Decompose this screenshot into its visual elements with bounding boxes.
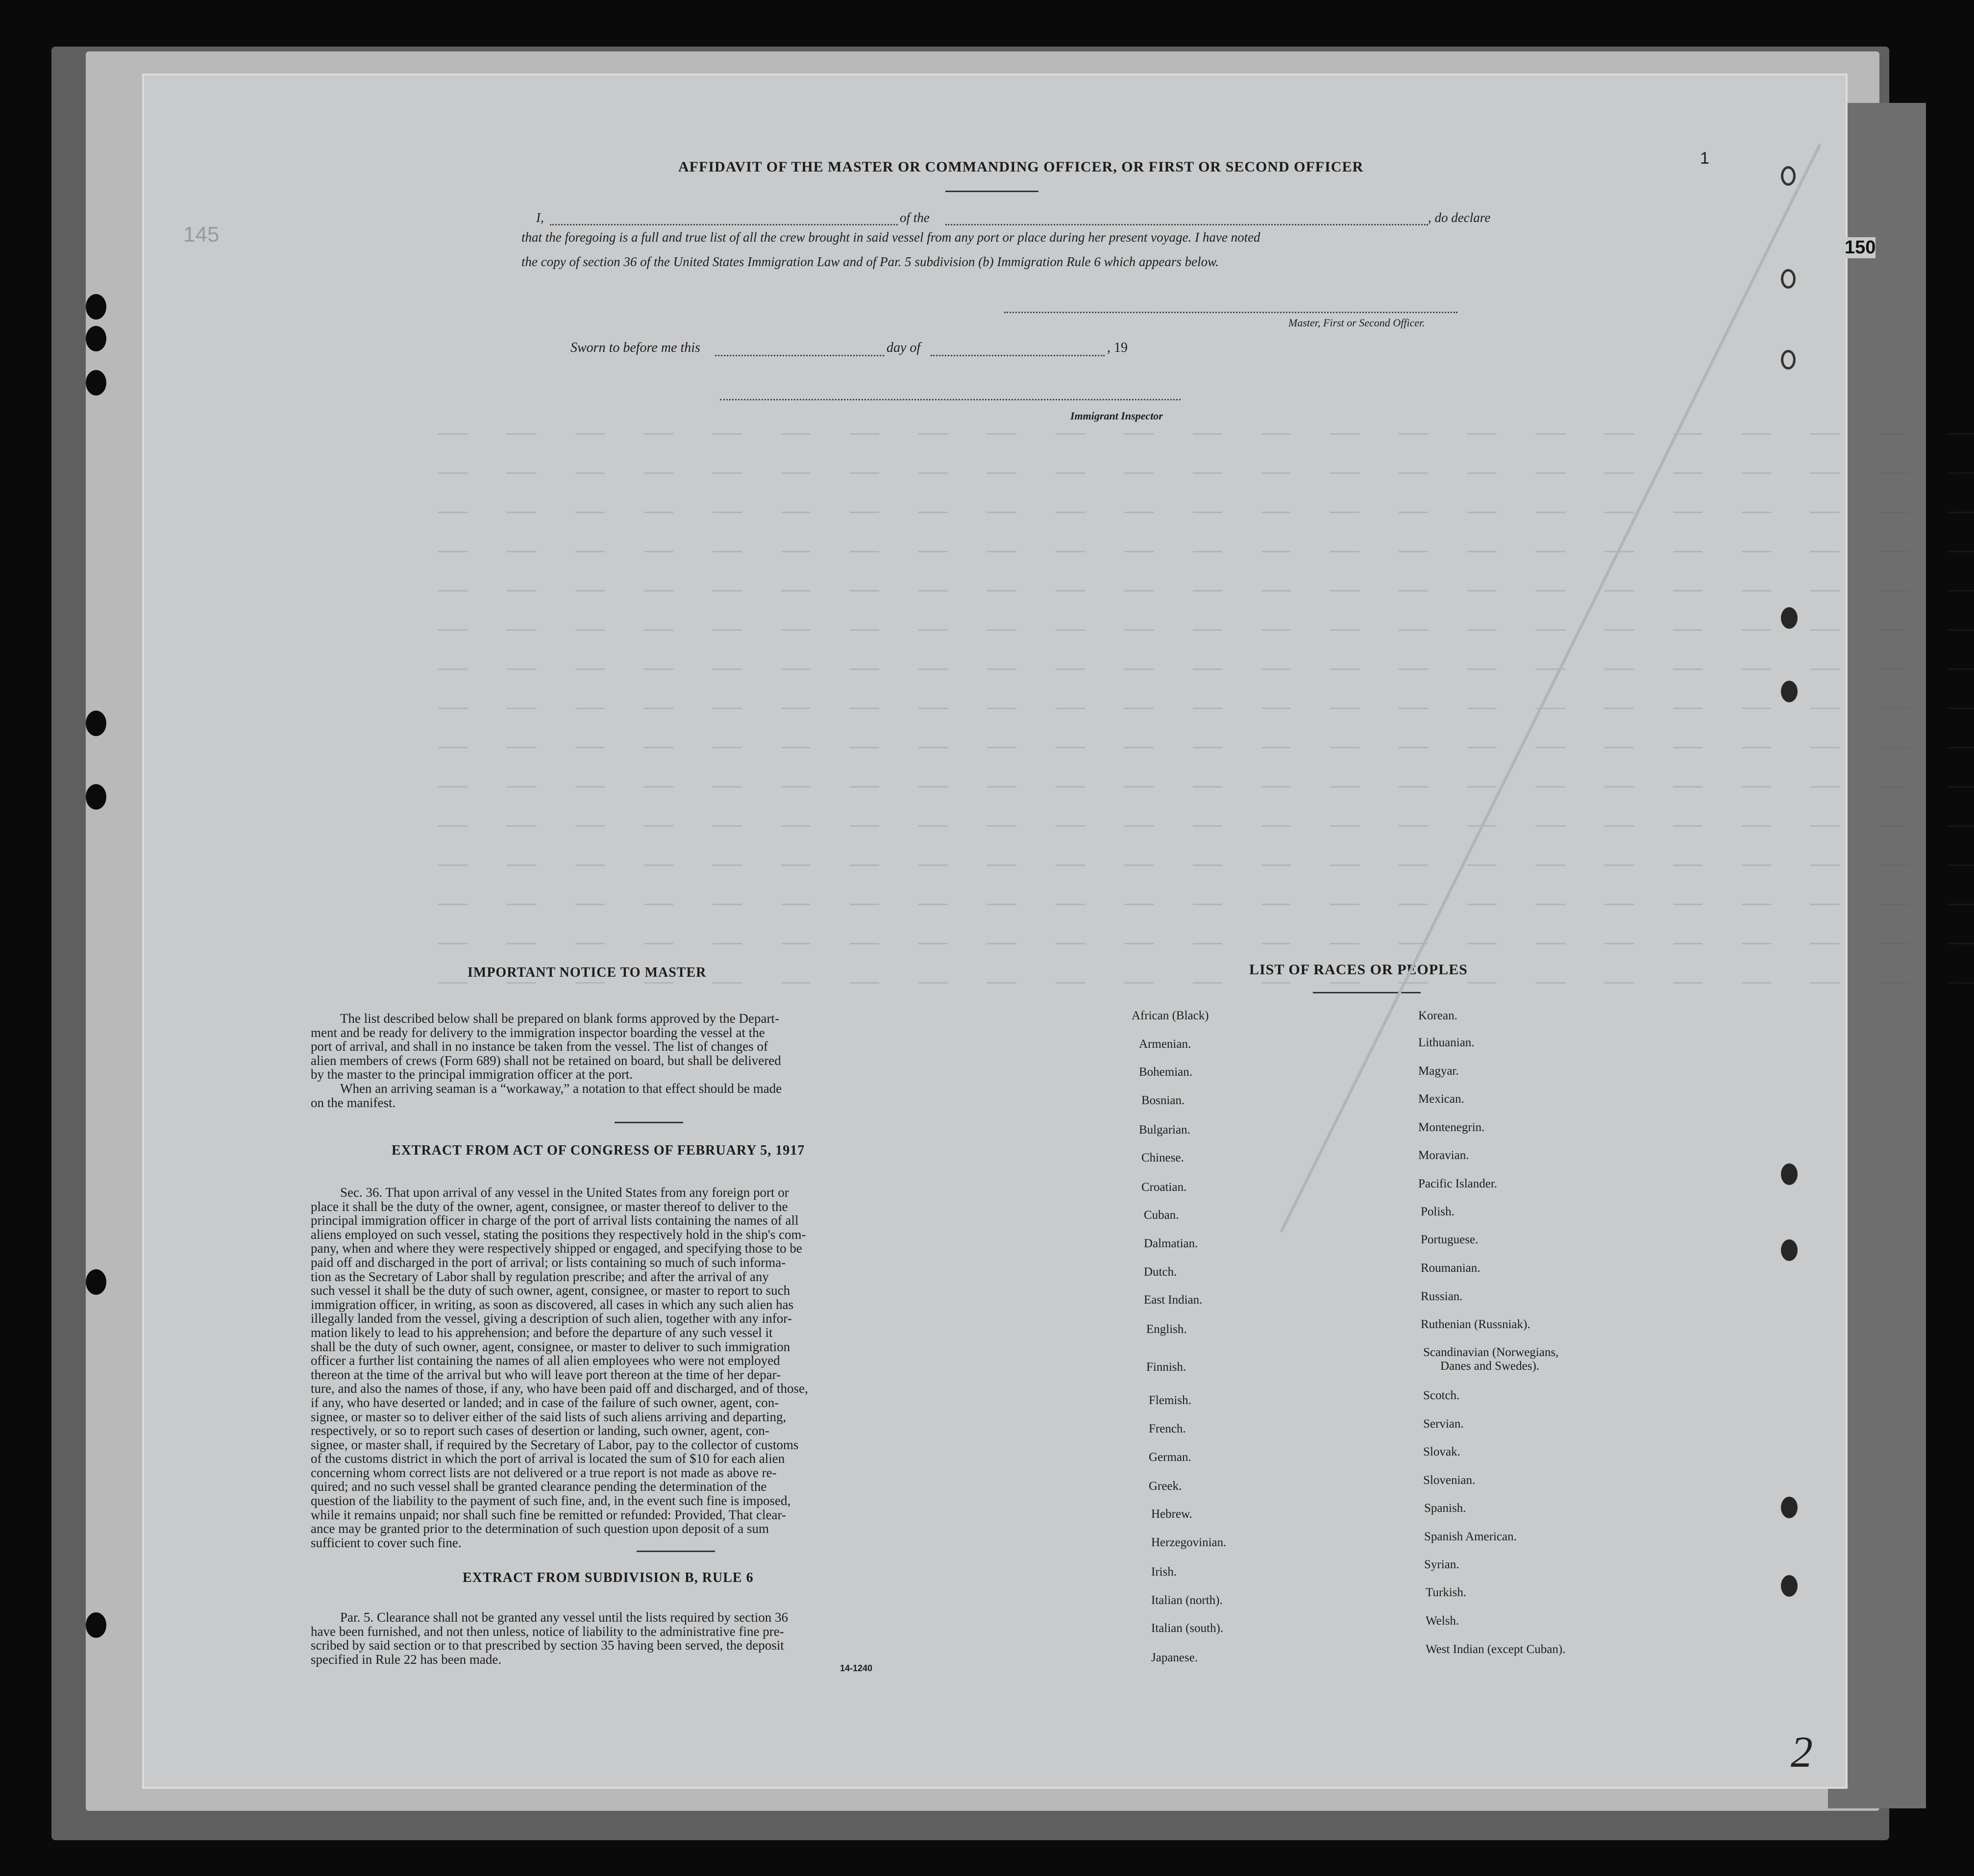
binder-hole — [1781, 1239, 1798, 1261]
race-item: Ruthenian (Russniak). — [1421, 1318, 1530, 1331]
race-item: African (Black) — [1132, 1009, 1209, 1022]
binder-hole — [86, 784, 106, 810]
declare-i: I, — [536, 210, 544, 225]
race-item: Danes and Swedes). — [1440, 1359, 1540, 1373]
race-item: Japanese. — [1151, 1651, 1198, 1664]
binder-hole — [86, 294, 106, 320]
race-item: Spanish. — [1424, 1502, 1466, 1515]
act-line: if any, who have deserted or landed; and in case of the failure of such owner, agent, con- — [311, 1395, 779, 1410]
act-line: aliens employed on such vessel, stating the positions they respectively hold in the ship's com- — [311, 1227, 806, 1242]
act-line: mation likely to lead to his apprehension; and before the departure of any such vessel it — [311, 1325, 773, 1340]
notice-line: ment and be ready for delivery to the immigration inspector boarding the vessel at the — [311, 1025, 765, 1040]
stamp-number: 150 — [1845, 237, 1876, 258]
act-line: ture, and also the names of those, if any, who have been paid off and discharged, and of those, — [311, 1381, 808, 1396]
race-item: Russian. — [1421, 1290, 1463, 1303]
race-item: Chinese. — [1141, 1151, 1184, 1164]
extract-act-text — [311, 1185, 1016, 1550]
statement-line-1: that the foregoing is a full and true list of all the crew brought in said vessel from any port or place during her present voyage. I have noted — [521, 230, 1260, 245]
race-item: Magyar. — [1418, 1064, 1459, 1078]
race-item: Lithuanian. — [1418, 1036, 1475, 1049]
race-item: German. — [1149, 1451, 1191, 1464]
sworn-prefix: Sworn to before me this — [570, 340, 700, 355]
race-item: Irish. — [1151, 1565, 1177, 1579]
race-item: Servian. — [1423, 1417, 1464, 1431]
form-sheet — [142, 74, 1876, 1789]
act-line: such vessel it shall be the duty of such owner, agent, consignee, or master to report to such — [311, 1283, 790, 1298]
inspector-signature-line[interactable] — [720, 399, 1181, 400]
race-item: Scandinavian (Norwegians, — [1423, 1346, 1559, 1359]
binder-hole — [1781, 1497, 1798, 1518]
page-number: 1 — [1700, 149, 1709, 168]
race-item: Bohemian. — [1139, 1065, 1193, 1079]
extract-rule-text — [311, 1610, 1016, 1666]
act-line: place it shall be the duty of the owner, agent, consignee, or master thereof to deliver to the — [311, 1199, 788, 1214]
race-item: Bulgarian. — [1139, 1123, 1190, 1136]
binder-hole — [1781, 1575, 1798, 1597]
act-line: of the customs district in which the port of arrival is located the sum of $10 for each alien — [311, 1451, 785, 1466]
race-item: Mexican. — [1418, 1092, 1464, 1106]
extract-act-heading: EXTRACT FROM ACT OF CONGRESS OF FEBRUARY 5, 1917 — [392, 1143, 805, 1158]
statement-line-2: the copy of section 36 of the United States Immigration Law and of Par. 5 subdivision (b) Immigration Rule 6 which appears below. — [521, 254, 1219, 269]
rule-line: Par. 5. Clearance shall not be granted any vessel until the lists required by section 36 — [340, 1610, 789, 1625]
act-line: sufficient to cover such fine. — [311, 1535, 462, 1550]
rule-line: specified in Rule 22 has been made. — [311, 1652, 502, 1667]
binder-hole — [86, 326, 106, 351]
master-name-blank[interactable] — [550, 224, 898, 225]
form-number: 14-1240 — [840, 1663, 873, 1673]
binder-hole — [86, 1612, 106, 1638]
race-item: Slovak. — [1423, 1445, 1460, 1458]
race-item: Cuban. — [1144, 1209, 1179, 1222]
section-rule — [637, 1551, 715, 1552]
race-item: Bosnian. — [1141, 1094, 1185, 1107]
affidavit-heading: AFFIDAVIT OF THE MASTER OR COMMANDING OFFICER, OR FIRST OR SECOND OFFICER — [678, 159, 1364, 175]
notice-line: The list described below shall be prepared on blank forms approved by the Depart- — [340, 1011, 779, 1026]
sworn-day-of: day of — [887, 340, 921, 355]
act-line: officer a further list containing the names of all alien employees who were not employed — [311, 1353, 780, 1368]
notice-line: port of arrival, and shall in no instance be taken from the vessel. The list of changes of — [311, 1039, 768, 1054]
race-item: Spanish American. — [1424, 1530, 1517, 1543]
race-item: Hebrew. — [1151, 1507, 1192, 1521]
act-line: thereon at the time of the arrival but who will leave port thereon at the time of her depar- — [311, 1367, 781, 1382]
race-item: Turkish. — [1426, 1586, 1467, 1599]
rule-line: scribed by said section or to that prescribed by section 35 having been served, the deposit — [311, 1638, 784, 1653]
race-item: Portuguese. — [1421, 1233, 1479, 1246]
act-line: paid off and discharged in the port of arrival; or lists containing so much of such informa- — [311, 1255, 786, 1270]
race-item: Croatian. — [1141, 1181, 1187, 1194]
race-item: Scotch. — [1423, 1389, 1460, 1402]
race-item: Herzegovinian. — [1151, 1536, 1227, 1549]
race-item: Slovenian. — [1423, 1474, 1476, 1487]
act-line: concerning whom correct lists are not delivered or a true report is not made as above re- — [311, 1465, 777, 1480]
act-line: principal immigration officer in charge of the port of arrival lists containing the names of all — [311, 1213, 799, 1228]
page-crease — [1271, 139, 1835, 1242]
race-item: Finnish. — [1146, 1360, 1186, 1374]
act-line: immigration officer, in writing, as soon as discovered, all cases in which any such alien has — [311, 1297, 794, 1312]
declare-of-the: of the — [900, 210, 930, 225]
act-line: signee, or master shall, if required by the Secretary of Labor, pay to the collector of customs — [311, 1437, 799, 1452]
notice-line: by the master to the principal immigration officer at the port. — [311, 1067, 633, 1082]
act-line: illegally landed from the vessel, giving a description of such alien, together with any infor- — [311, 1311, 792, 1326]
race-item: Polish. — [1421, 1205, 1455, 1218]
race-item: Greek. — [1149, 1480, 1182, 1493]
race-item: Italian (north). — [1151, 1594, 1223, 1607]
race-item: Pacific Islander. — [1418, 1177, 1498, 1190]
races-heading: LIST OF RACES OR PEOPLES — [1249, 962, 1468, 978]
binder-hole — [86, 370, 106, 395]
heading-rule — [945, 191, 1038, 192]
race-item: Montenegrin. — [1418, 1121, 1485, 1134]
race-item: Moravian. — [1418, 1149, 1469, 1162]
notice-line: on the manifest. — [311, 1095, 396, 1110]
rule-line: have been furnished, and not then unless, notice of liability to the administrative fine pre- — [311, 1624, 784, 1639]
race-item: Italian (south). — [1151, 1622, 1224, 1635]
race-item: Roumanian. — [1421, 1261, 1480, 1275]
binder-hole — [86, 711, 106, 736]
section-rule — [615, 1122, 683, 1123]
extract-rule-heading: EXTRACT FROM SUBDIVISION B, RULE 6 — [463, 1570, 754, 1585]
sworn-month-blank[interactable] — [931, 355, 1105, 356]
act-line: signee, or master so to deliver either of the said lists of such aliens arriving and departing, — [311, 1409, 787, 1424]
race-item: English. — [1146, 1323, 1187, 1336]
notice-heading: IMPORTANT NOTICE TO MASTER — [468, 965, 707, 980]
sworn-year: , 19 — [1107, 340, 1128, 355]
ghost-page-number: 145 — [183, 222, 220, 247]
race-item: Dutch. — [1144, 1265, 1177, 1279]
race-item: Korean. — [1418, 1009, 1457, 1022]
notice-line: alien members of crews (Form 689) shall not be retained on board, but shall be delivered — [311, 1053, 781, 1068]
declare-end: , do declare — [1428, 210, 1491, 225]
race-item: Armenian. — [1139, 1037, 1191, 1051]
act-line: while it remains unpaid; nor shall such fine be remitted or refunded: Provided, That clear- — [311, 1507, 786, 1522]
act-line: shall be the duty of such owner, agent, consignee, or master to deliver to such immigration — [311, 1339, 790, 1354]
race-item: Welsh. — [1426, 1614, 1459, 1628]
race-item: Syrian. — [1424, 1558, 1459, 1571]
race-item: Dalmatian. — [1144, 1237, 1198, 1250]
race-item: East Indian. — [1144, 1293, 1203, 1307]
act-line: tion as the Secretary of Labor shall by regulation prescribe; and after the arrival of any — [311, 1269, 769, 1284]
inspector-label: Immigrant Inspector — [1070, 410, 1163, 422]
act-line: ance may be granted prior to the determination of such question upon deposit of a sum — [311, 1521, 769, 1536]
master-signature-label: Master, First or Second Officer. — [1288, 317, 1425, 329]
act-line: quired; and no such vessel shall be granted clearance pending the determination of the — [311, 1479, 767, 1494]
notice-line: When an arriving seaman is a “workaway,” a notation to that effect should be made — [340, 1081, 782, 1096]
race-item: French. — [1149, 1422, 1186, 1435]
act-line: question of the liability to the payment of such fine, and, in the event such fine is imposed, — [311, 1493, 791, 1508]
binder-hole — [86, 1269, 106, 1295]
race-item: West Indian (except Cuban). — [1426, 1643, 1566, 1656]
race-item: Flemish. — [1149, 1394, 1191, 1407]
act-line: Sec. 36. That upon arrival of any vessel in the United States from any foreign port or — [340, 1185, 789, 1200]
act-line: pany, when and where they were respectively shipped or engaged, and specifying those to be — [311, 1241, 802, 1256]
corner-handwritten-mark: 2 — [1791, 1728, 1813, 1777]
sworn-day-blank[interactable] — [715, 355, 884, 356]
notice-text — [311, 1012, 1016, 1110]
act-line: respectively, or so to report such cases of desertion or landing, such owner, agent, con- — [311, 1423, 769, 1438]
